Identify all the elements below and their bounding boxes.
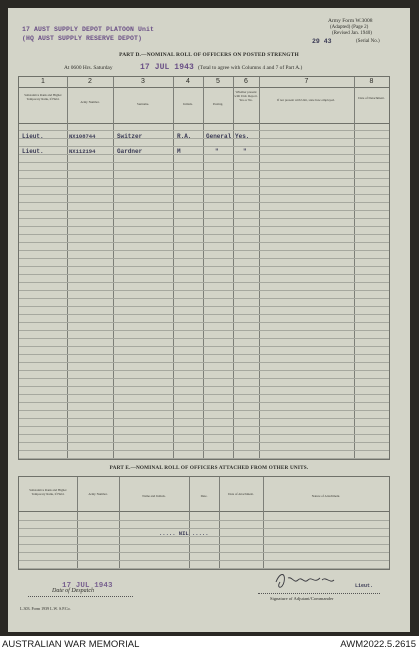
- ruled-line: [19, 426, 389, 427]
- ruled-line: [19, 434, 389, 435]
- col-header-detachment-date: Date of Detachment.: [358, 96, 385, 100]
- ruled-line: [19, 552, 389, 553]
- col-header-surname: Surname.: [136, 102, 150, 106]
- date-stamp-bottom: 17 JUL 1943: [62, 582, 113, 590]
- ruled-line: [19, 314, 389, 315]
- row2-number: NX112194: [69, 148, 96, 155]
- ruled-line: [19, 282, 389, 283]
- nil-entry: ..... NIL .....: [159, 530, 209, 537]
- row1-initials: R.A.: [177, 133, 192, 140]
- col-num-3: 3: [141, 78, 145, 85]
- part-d-title: PART D.—NOMINAL ROLL OF OFFICERS ON POSTED STRENGTH: [119, 52, 299, 58]
- total-note: (Total to agree with Columns 4 and 7 of Part A.): [198, 65, 303, 71]
- ruled-line: [19, 442, 389, 443]
- e-col-header-nature: Nature of Attachment.: [311, 494, 341, 498]
- ruled-line: [19, 402, 389, 403]
- ruled-line: [19, 162, 389, 163]
- ruled-line: [19, 266, 389, 267]
- part-e-title: PART E.—NOMINAL ROLL OF OFFICERS ATTACHED FROM OTHER UNITS.: [109, 465, 309, 471]
- ruled-line: [19, 194, 389, 195]
- ruled-line: [19, 322, 389, 323]
- archive-institution: AUSTRALIAN WAR MEMORIAL: [2, 639, 140, 650]
- ruled-line: [19, 154, 389, 155]
- row2-present: ": [243, 148, 247, 155]
- ruled-line: [19, 378, 389, 379]
- row1-present: Yes.: [235, 133, 250, 140]
- row2-posting: ": [215, 148, 219, 155]
- form-number: Army Form W.3008: [328, 18, 373, 24]
- unit-stamp-line1: 17 AUST SUPPLY DEPOT PLATOON Unit: [22, 26, 155, 33]
- ruled-line: [19, 528, 389, 529]
- ruled-line: [19, 536, 389, 537]
- e-col-header-army-number: Army Number.: [88, 492, 108, 496]
- ruled-line: [19, 386, 389, 387]
- ruled-line: [19, 298, 389, 299]
- ruled-line: [19, 290, 389, 291]
- ruled-line: [19, 418, 389, 419]
- archive-footer: [0, 636, 419, 653]
- ruled-line: [19, 210, 389, 211]
- ruled-line: [19, 338, 389, 339]
- e-col-header-date: Date.: [200, 494, 208, 498]
- ruled-line: [19, 354, 389, 355]
- ruled-line: [19, 458, 389, 459]
- col-header-rank: Substantive Rank and Higher Temporary Rank, if Held.: [24, 93, 62, 101]
- col-num-5: 5: [216, 78, 220, 85]
- row1-surname: Switzer: [117, 133, 143, 140]
- col-header-initials: Initials.: [183, 102, 193, 106]
- e-col-header-name: Name and Initials.: [142, 494, 166, 498]
- col-num-1: 1: [41, 78, 45, 85]
- ruled-line: [19, 560, 389, 561]
- ruled-line: [19, 568, 389, 569]
- form-adapted: (Adapted) (Page 2): [330, 25, 369, 30]
- form-page: [8, 8, 410, 632]
- ruled-line: [19, 234, 389, 235]
- date-stamp-mid: 17 JUL 1943: [140, 63, 194, 72]
- row2-surname: Gardner: [117, 148, 143, 155]
- printer-note: L.303. Form 1939 L.W. S.P.Co.: [20, 606, 71, 611]
- ruled-line: [19, 258, 389, 259]
- col-num-2: 2: [88, 78, 92, 85]
- ruled-line: [19, 450, 389, 451]
- ruled-line: [19, 274, 389, 275]
- ruled-line: [19, 226, 389, 227]
- ruled-line: [19, 202, 389, 203]
- ruled-line: [19, 346, 389, 347]
- part-e-table: [18, 476, 390, 570]
- form-revised: (Revised Jan. 1940): [332, 31, 372, 36]
- unit-stamp-line2: (HQ AUST SUPPLY RESERVE DEPOT): [22, 35, 143, 42]
- row2-initials: M: [177, 148, 181, 155]
- signature-title: Lieut.: [355, 583, 374, 589]
- ruled-line: [19, 130, 389, 131]
- ruled-line: [19, 306, 389, 307]
- ruled-line: [19, 250, 389, 251]
- row1-rank: Lieut.: [22, 133, 44, 140]
- signature-caption: Signature of Adjutant/Commander: [270, 596, 334, 601]
- ruled-line: [19, 394, 389, 395]
- e-col-header-rank: Substantive Rank and Higher Temporary Rank, if Held.: [29, 488, 67, 496]
- ruled-line: [19, 138, 389, 139]
- col-header-employment: If not present with Unit, state how employed.: [277, 98, 335, 102]
- ruled-line: [19, 242, 389, 243]
- col-num-6: 6: [244, 78, 248, 85]
- part-d-table: [18, 76, 390, 460]
- row1-number: NX108744: [69, 133, 96, 140]
- ruled-line: [19, 218, 389, 219]
- row1-posting: General: [206, 133, 232, 140]
- ruled-line: [19, 520, 389, 521]
- col-num-7: 7: [304, 78, 309, 85]
- ruled-line: [19, 170, 389, 171]
- col-num-4: 4: [186, 78, 190, 85]
- date-despatch-line: [28, 596, 133, 597]
- ruled-line: [19, 330, 389, 331]
- ruled-line: [19, 178, 389, 179]
- ruled-line: [19, 410, 389, 411]
- ruled-line: [19, 186, 389, 187]
- signature-line: [258, 593, 380, 594]
- row2-rank: Lieut.: [22, 148, 44, 155]
- officer-signature: [270, 570, 350, 592]
- e-col-header-attachment-date: Date of Attachment.: [228, 492, 254, 496]
- ruled-line: [19, 146, 389, 147]
- col-header-posting: Posting.: [212, 102, 224, 106]
- time-line: At 0600 Hrs. Saturday: [64, 65, 113, 71]
- ruled-line: [19, 362, 389, 363]
- archive-accession: AWM2022.5.2615: [340, 639, 416, 650]
- serial-value: 29 43: [312, 38, 332, 45]
- serial-label: (Serial No.): [356, 39, 380, 44]
- col-header-present: Whether present with Unit. Report. Yes or No.: [234, 90, 258, 102]
- ruled-line: [19, 544, 389, 545]
- col-header-army-number: Army Number.: [80, 100, 100, 104]
- date-despatch-label: Date of Despatch: [52, 588, 94, 594]
- col-num-8: 8: [369, 78, 374, 85]
- ruled-line: [19, 370, 389, 371]
